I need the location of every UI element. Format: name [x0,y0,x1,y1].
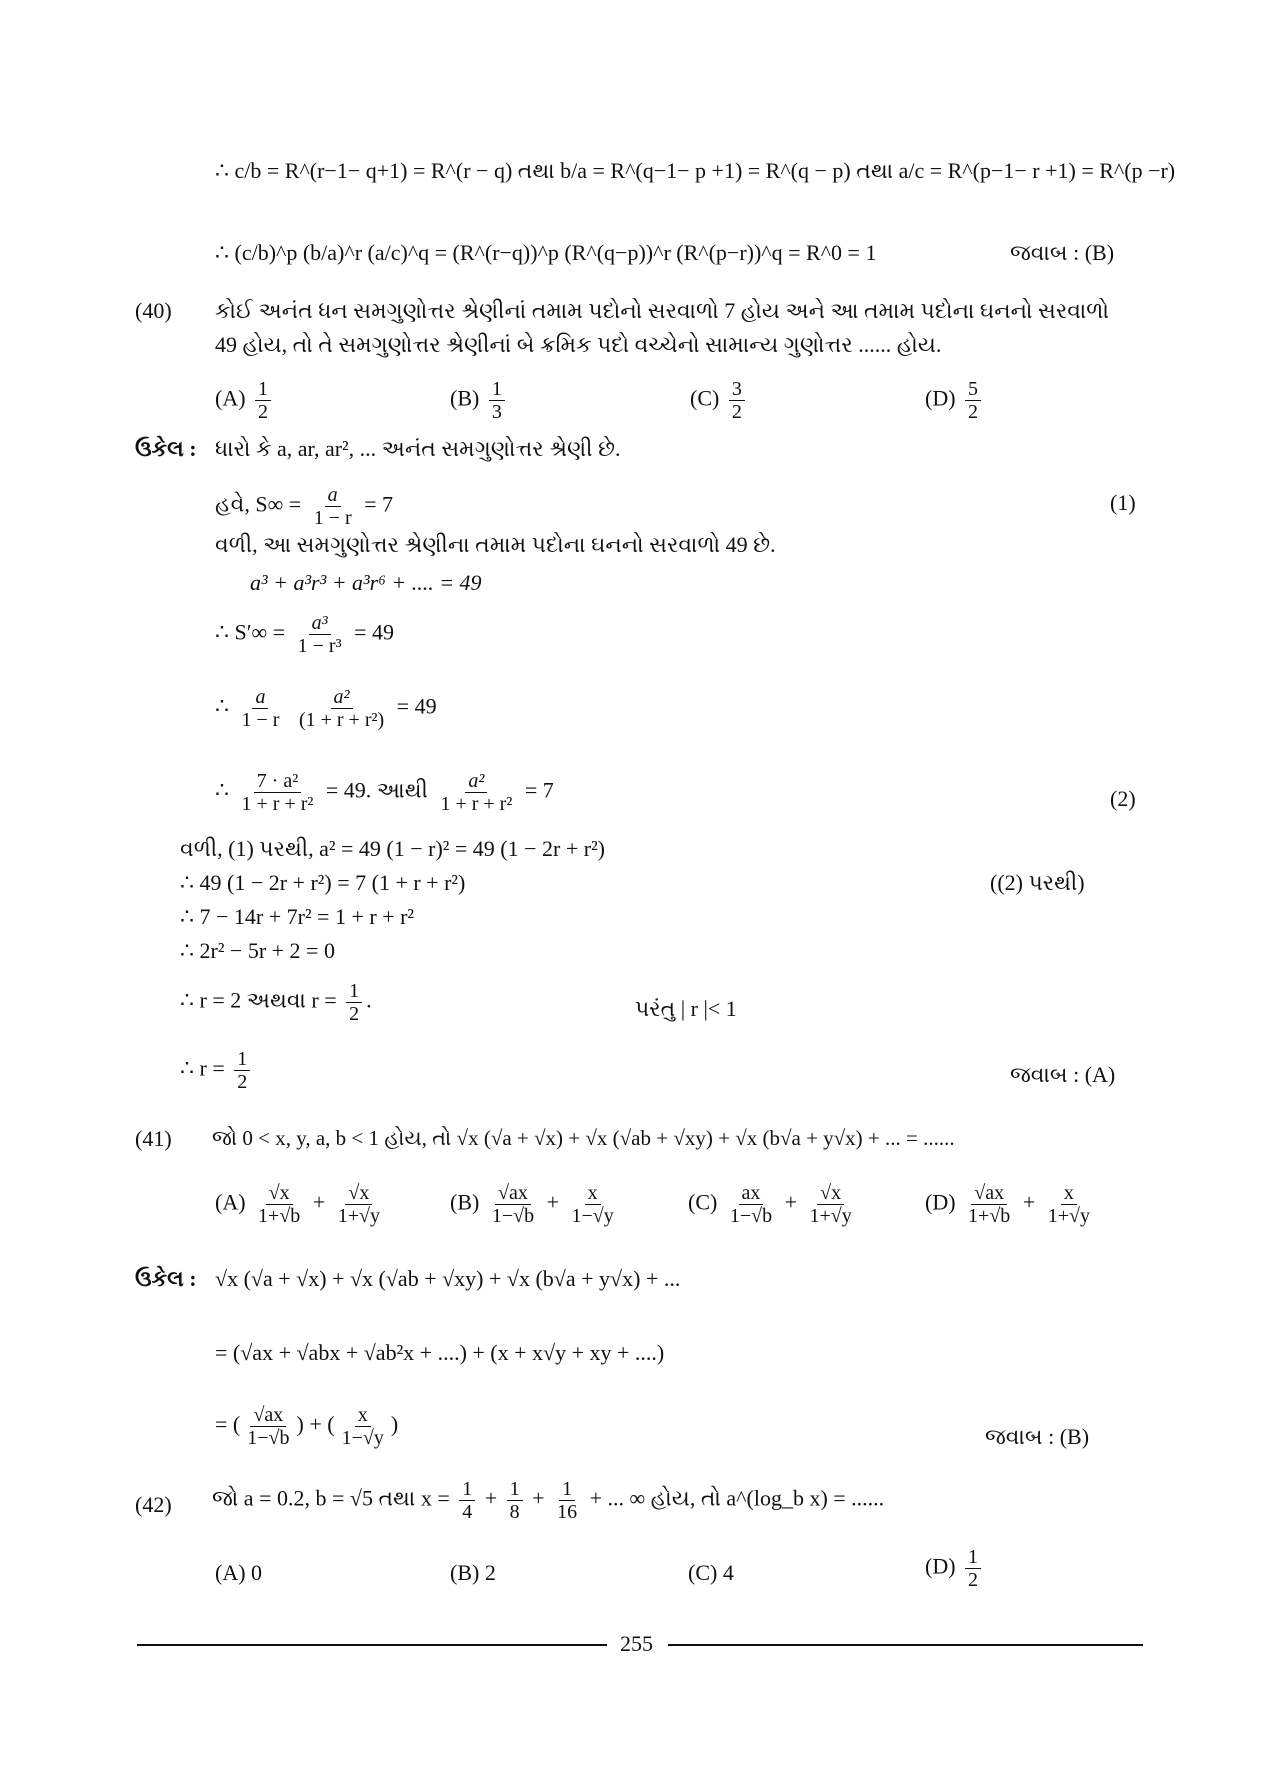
answer [985,1424,1089,1450]
equation-reference: ((2) પરથી) [990,870,1085,895]
option-c: (C) $\frac{ax}{1-√b}$ + $\frac{√x}{1+√y}$ [688,1182,859,1227]
answer-label: જવાબ : [1010,1062,1080,1087]
fraction: $\frac{1}{3}$ [489,378,505,423]
option-b: (B) $\frac{√ax}{1-√b}$ + $\frac{x}{1-√y}$ [450,1182,621,1227]
footer-rule-left [137,1644,607,1646]
question-text: કોઈ અનંત ધન સમગુણોત્તર શ્રેણીનાં તમામ પદોનો સરવાળો 7 હોય અને આ તમામ પદોના ઘનનો સરવાળો [215,298,1109,323]
solution-line: = (√ax + √abx + √ab²x + ....) + (x + x√y + xy + ....) [215,1340,665,1365]
solution-line: ∴ r = $\frac{1}{2}$ [180,1048,254,1093]
top-line-2: ∴ (c/b)^p (b/a)^r (a/c)^q = (R^(r−q))^p (R^(q−p))^r (R^(p−r))^q = R^0 = 1 [215,240,877,265]
question-number: (40) [135,298,172,323]
question-text: જો a = 0.2, b = √5 તથા x = $\frac{1}{4}$ + $\frac{1}{8}$ + $\frac{1}{16}$ + ... ∞ હોય, તો a^(log_b x) = ...... [212,1478,885,1523]
option-b [450,378,509,423]
fraction: $\frac{a}{1 - r}$ [313,484,352,529]
fraction: $\frac{\text{a²}}{\text{1 + r + r²}}$ [440,770,513,815]
top-answer [1010,240,1114,266]
solution-line: વળી, (1) પરથી, a² = 49 (1 − r)² = 49 (1 − 2r + r²) [180,836,605,861]
option-d: (D) $\frac{√ax}{1+√b}$ + $\frac{x}{1+√y}$ [925,1182,1097,1227]
fraction: $\frac{1}{2}$ [346,980,362,1025]
option-c [690,378,749,423]
fraction: $\frac{3}{2}$ [729,378,745,423]
equation-number: (1) [1110,490,1136,515]
answer-value: (B) [1084,240,1115,265]
option-a [215,378,275,423]
solution-line: ∴ 49 (1 − 2r + r²) = 7 (1 + r + r²) [180,870,466,895]
solution-line: ∴ $\frac{a}{1 - r}$ $\frac{\text{a²}}{\text{(1 + r + r²)}}$ = 49 [215,686,437,731]
equation-number: (2) [1110,786,1136,811]
fraction: $\frac{1}{2}$ [255,378,271,423]
fraction: $\frac{√x}{1+√y}$ [337,1182,380,1227]
fraction: $\frac{\text{a²}}{\text{(1 + r + r²)}}$ [298,686,385,731]
solution-line: ∴ 2r² − 5r + 2 = 0 [180,938,335,963]
option-b: (B) 2 [450,1560,496,1585]
fraction: $\frac{\text{a³}}{\text{1 − r³}}$ [297,612,342,657]
option-label: (A) [215,385,246,411]
option-c: (C) 4 [688,1560,734,1585]
top-line-1: ∴ c/b = R^(r−1− q+1) = R^(r − q) તથા b/a = R^(q−1− p +1) = R^(q − p) તથા a/c = R^(p−1− r +1) = R^(p −r) [215,158,1176,183]
fraction: $\frac{5}{2}$ [965,378,981,423]
solution-line: = ( $\frac{√ax}{1-√b}$ ) + ( $\frac{x}{1-√y}$ ) [215,1404,399,1449]
solution-line: a³ + a³r³ + a³r⁶ + .... = 49 [250,570,482,595]
solution-line: હવે, S∞ = $\frac{a}{1 - r}$ = 7 [215,484,394,529]
question-number: (41) [135,1126,172,1151]
fraction: $\frac{√x}{1+√y}$ [809,1182,852,1227]
solution-line: ધારો કે a, ar, ar², ... અનંત સમગુણોત્તર શ્રેણી છે. [215,436,621,461]
question-text: 49 હોય, તો તે સમગુણોત્તર શ્રેણીનાં બે ક્રમિક પદો વચ્ચેનો સામાન્ય ગુણોત્તર ...... હોય. [215,332,942,357]
answer-value: (A) [1084,1062,1116,1087]
option-label: (C) [690,385,720,411]
fraction: $\frac{1}{16}$ [557,1478,578,1523]
fraction: $\frac{1}{4}$ [459,1478,475,1523]
solution-label: ઉકેલ : [135,1266,197,1291]
fraction: $\frac{1}{2}$ [234,1048,250,1093]
solution-line: ∴ 7 − 14r + 7r² = 1 + r + r² [180,904,415,929]
footer-rule-right [668,1644,1143,1646]
option-label: (D) [925,385,956,411]
answer-label: જવાબ : [1010,240,1080,265]
solution-line: ∴ r = 2 અથવા r = $\frac{1}{2}$ . [180,980,372,1025]
option-a: (A) 0 [215,1560,263,1585]
option-label: (B) [450,385,480,411]
solution-line: ∴ $\frac{\text{7 · a²}}{\text{1 + r + r²}}$ = 49. આથી $\frac{\text{a²}}{\text{1 + r + r²}}$ = 7 [215,770,554,815]
answer-value: (B) [1059,1424,1090,1449]
fraction: $\frac{√ax}{1-√b}$ [491,1182,535,1227]
option-a: (A) $\frac{√x}{1+√b}$ + $\frac{√x}{1+√y}$ [215,1182,387,1227]
fraction: $\frac{√x}{1+√b}$ [258,1182,301,1227]
solution-line: √x (√a + √x) + √x (√ab + √xy) + √x (b√a + y√x) + ... [215,1266,681,1291]
fraction: $\frac{x}{1+√y}$ [1047,1182,1090,1227]
fraction: $\frac{√ax}{1+√b}$ [968,1182,1011,1227]
fraction: $\frac{\text{7 · a²}}{\text{1 + r + r²}}$ [241,770,314,815]
option-d [925,378,985,423]
fraction: $\frac{x}{1-√y}$ [341,1404,384,1449]
answer [1010,1062,1115,1088]
solution-line: પરંતુ | r |< 1 [635,996,737,1021]
page-number: 255 [620,1631,653,1656]
solution-label: ઉકેલ : [135,436,197,461]
fraction: $\frac{1}{8}$ [507,1478,523,1523]
fraction: $\frac{ax}{1-√b}$ [729,1182,773,1227]
fraction: $\frac{x}{1-√y}$ [571,1182,614,1227]
solution-line: ∴ S′∞ = $\frac{\text{a³}}{\text{1 − r³}}$ = 49 [215,612,394,657]
question-number: (42) [135,1492,172,1517]
fraction: $\frac{√ax}{1-√b}$ [247,1404,290,1449]
question-text: જો 0 < x, y, a, b < 1 હોય, તો √x (√a + √x) + √x (√ab + √xy) + √x (b√a + y√x) + ... = ...... [212,1126,955,1150]
fraction: $\frac{1}{2}$ [965,1546,981,1591]
option-d: (D) $\frac{1}{2}$ [925,1546,985,1591]
answer-label: જવાબ : [985,1424,1055,1449]
fraction: $\frac{a}{1 - r}$ [241,686,280,731]
solution-line: વળી, આ સમગુણોત્તર શ્રેણીના તમામ પદોના ઘનનો સરવાળો 49 છે. [215,532,776,557]
